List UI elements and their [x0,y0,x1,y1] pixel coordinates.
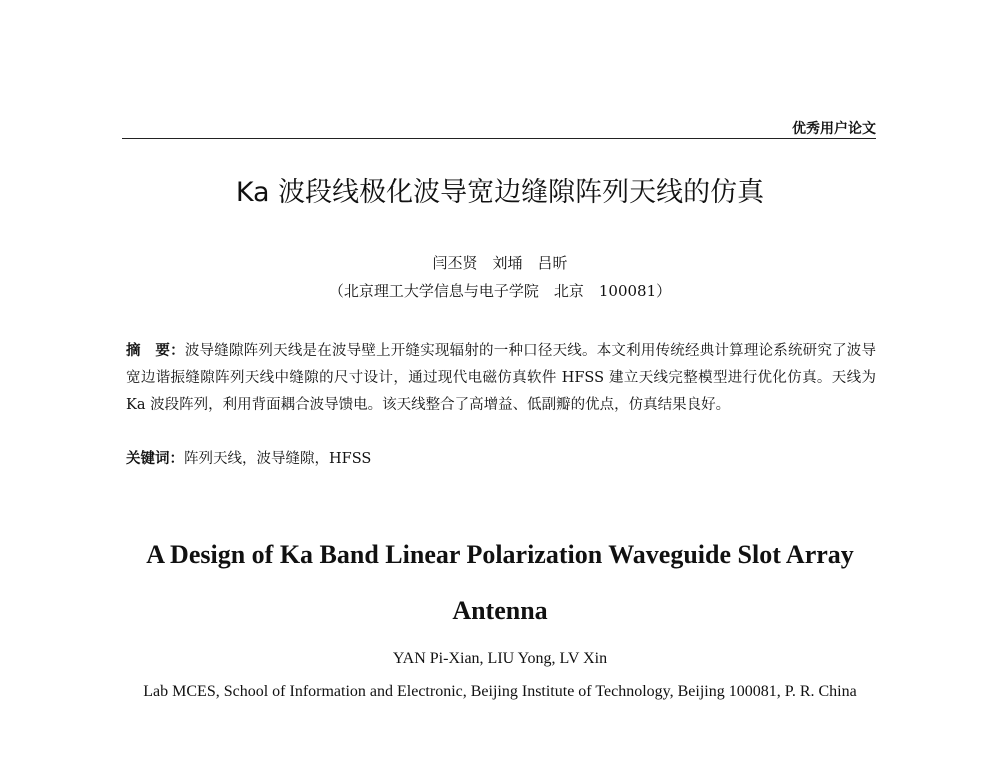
section-tag: 优秀用户论文 [792,121,876,137]
chinese-authors: 闫丕贤 刘埇 吕昕 [432,254,568,272]
chinese-title: Ka 波段线极化波导宽边缝隙阵列天线的仿真 [235,177,765,208]
abstract-label: 摘 要： [126,343,185,359]
abstract-text: 波导缝隙阵列天线是在波导壁上开缝实现辐射的一种口径天线。本文利用传统经典计算理论系统研究了波导宽边谐振缝隙阵列天线中缝隙的尺寸设计，通过现代电磁仿真软件 HFSS 建立天线完整模型进行优化仿真。天线为 Ka 波段阵列，利用背面耦合波导馈电。该天线整合了高增益、低副瓣的优点，仿真结果良好。 [126,343,876,413]
header-divider [122,138,876,139]
keywords-label: 关键词： [126,451,184,467]
chinese-affiliation: （北京理工大学信息与电子学院 北京 100081） [328,282,672,300]
keywords-text: 阵列天线，波导缝隙，HFSS [184,451,372,467]
english-authors: YAN Pi-Xian, LIU Yong, LV Xin [392,650,608,667]
english-affiliation: Lab MCES, School of Information and Electronic, Beijing Institute of Technology, Beijing 100081, P. R. China [143,683,857,700]
chinese-keywords [126,446,876,473]
english-title: A Design of Ka Band Linear Polarization Waveguide Slot Array Antenna [146,540,854,625]
chinese-abstract [126,338,876,419]
